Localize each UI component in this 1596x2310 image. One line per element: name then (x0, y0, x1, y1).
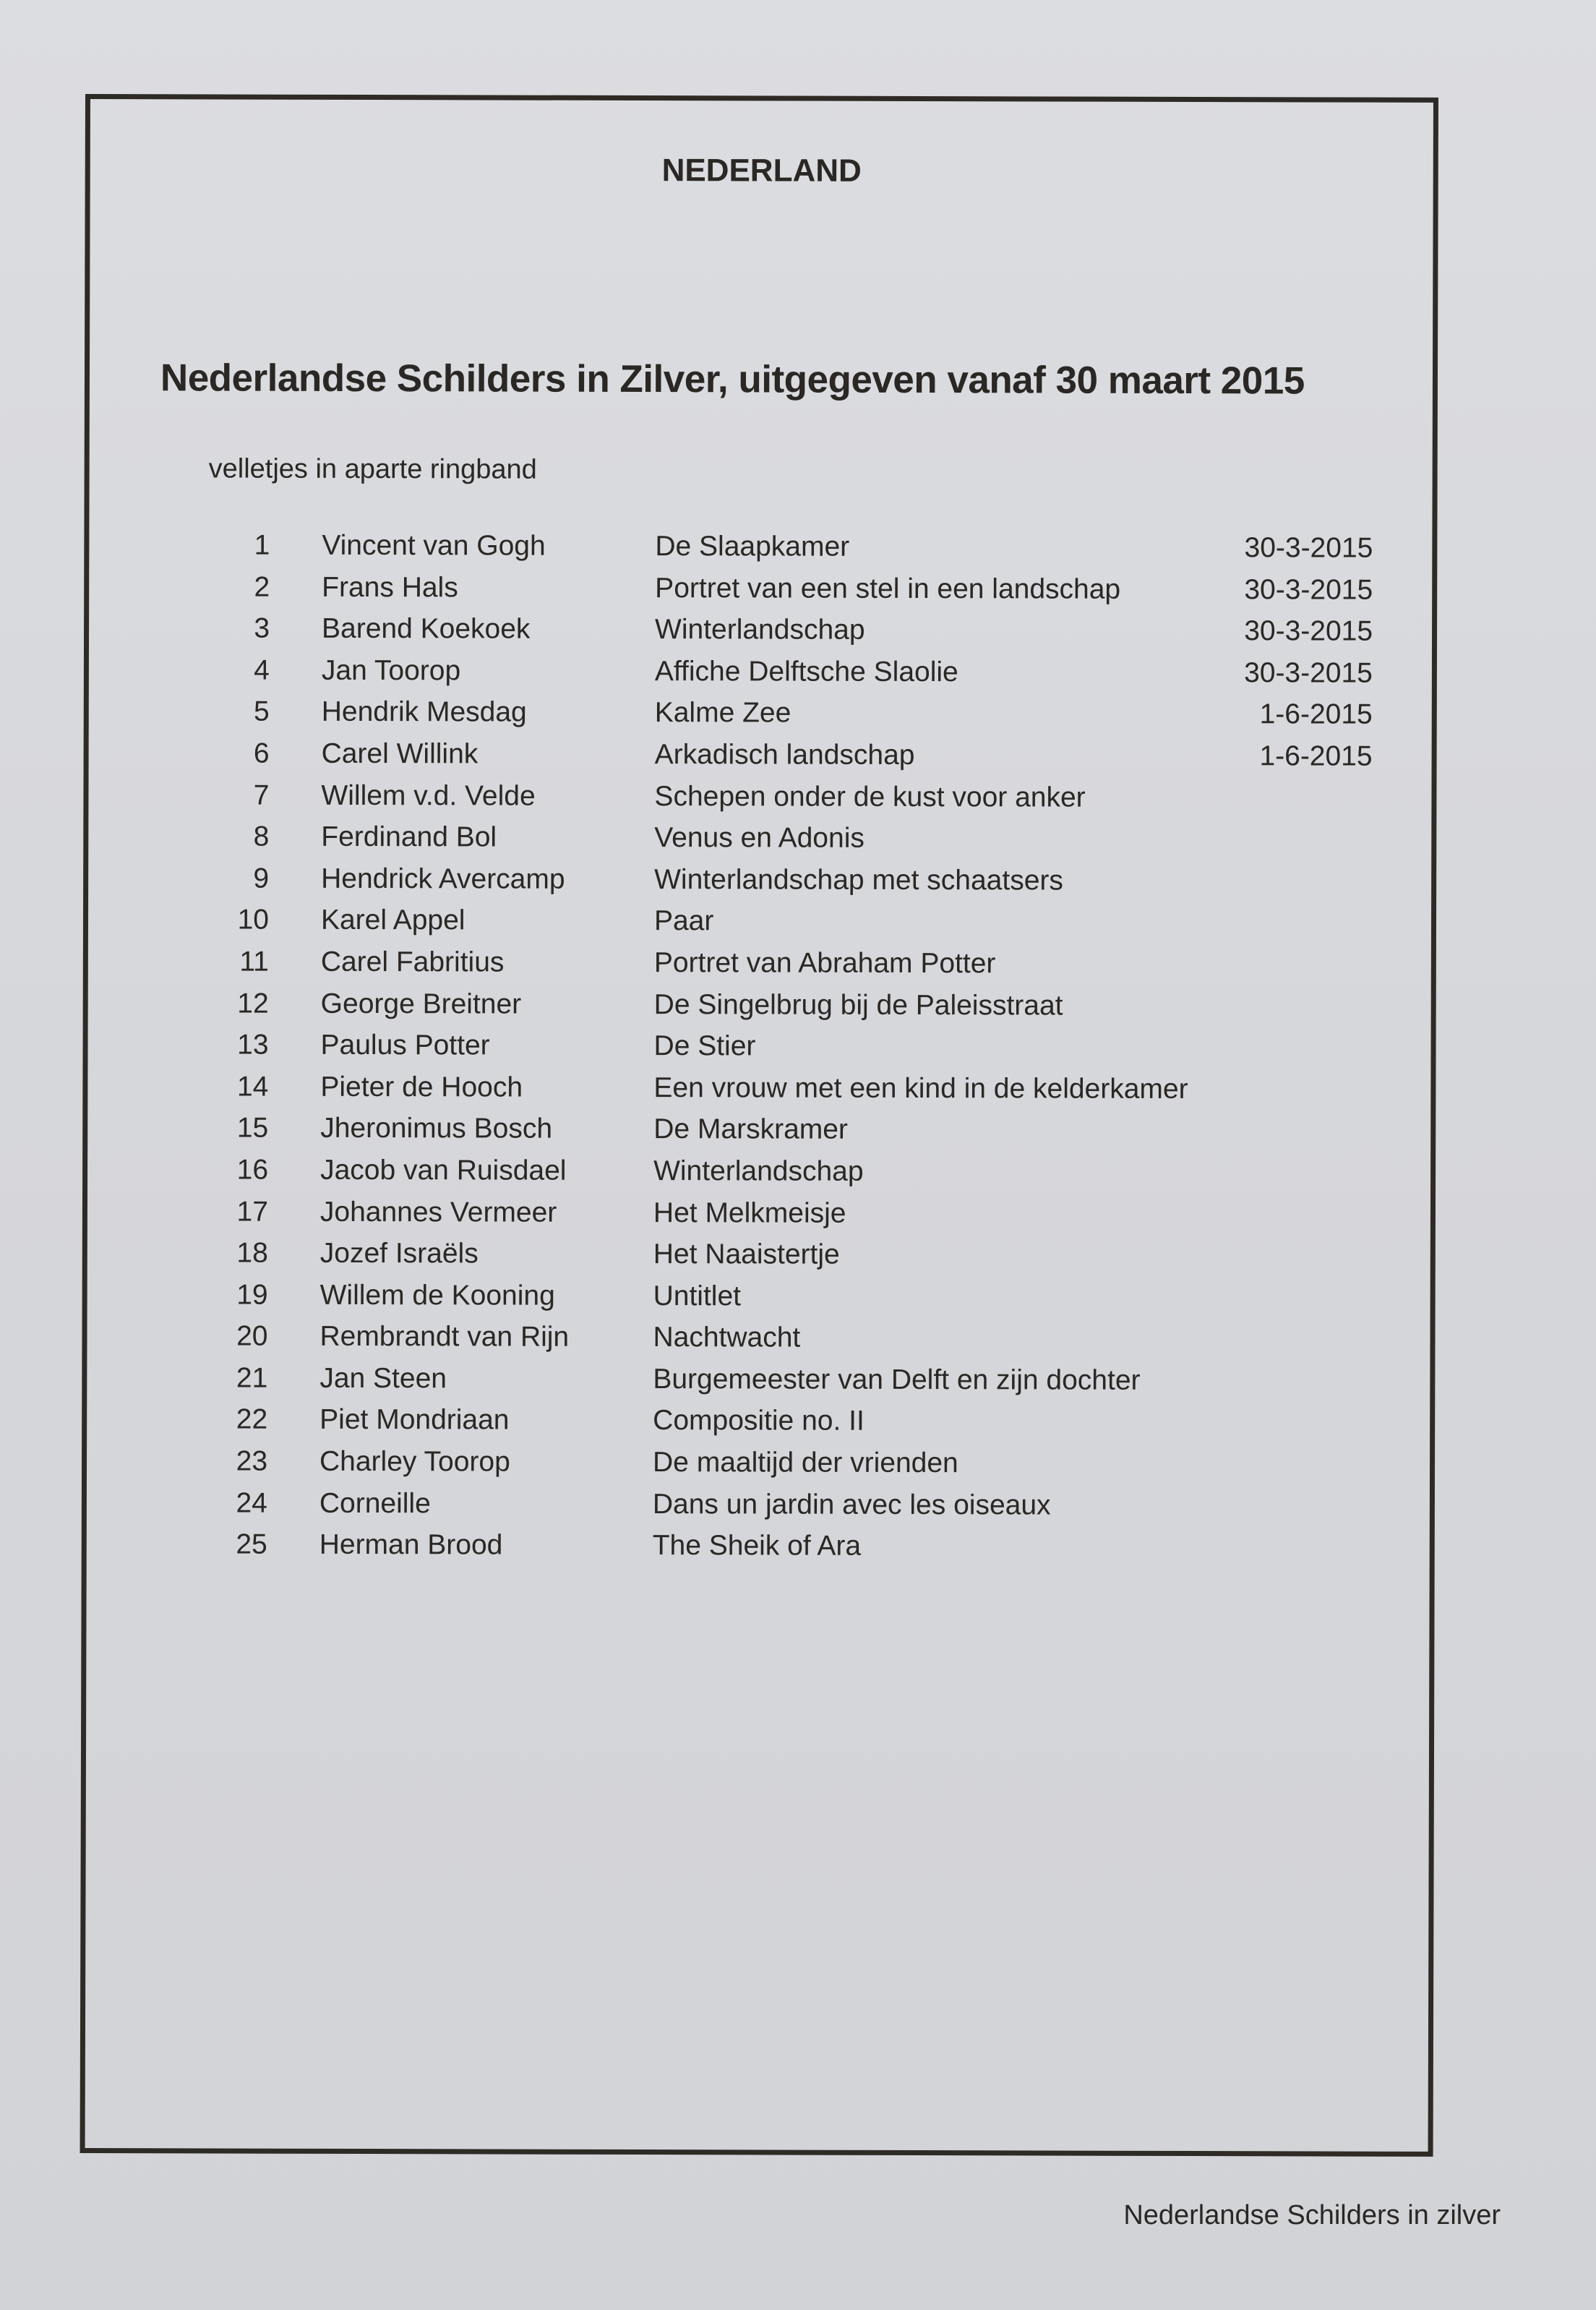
item-number: 15 (236, 1112, 269, 1144)
item-number: 16 (236, 1154, 269, 1186)
artist-name: George Breitner (320, 988, 522, 1020)
painting-title: Portret van een stel in een landschap (655, 572, 1121, 605)
item-number: 8 (253, 821, 270, 852)
item-number: 10 (237, 904, 270, 936)
artist-name: Carel Willink (321, 737, 479, 770)
issue-date: 30-3-2015 (1244, 573, 1373, 606)
issue-date: 1-6-2015 (1259, 698, 1373, 731)
painting-title: The Sheik of Ara (652, 1530, 862, 1562)
painting-title: Affiche Delftsche Slaolie (654, 655, 958, 688)
list-item (88, 821, 1431, 865)
list-item (87, 1112, 1430, 1157)
page-title: Nederlandse Schilders in Zilver, uitgegeven vanaf 30 maart 2015 (160, 356, 1305, 403)
painting-title: Kalme Zee (654, 697, 791, 729)
painting-title: Winterlandschap met schaatsers (654, 863, 1063, 897)
page-frame (80, 94, 1438, 2157)
artist-name: Hendrick Avercamp (321, 863, 565, 895)
artist-name: Vincent van Gogh (322, 529, 546, 562)
painting-title: Compositie no. II (653, 1405, 864, 1437)
list-item (87, 1237, 1430, 1282)
painting-title: Schepen onder de kust voor anker (654, 780, 1086, 813)
page-footer: Nederlandse Schilders in zilver (1123, 2200, 1501, 2230)
artist-name: Willem de Kooning (319, 1279, 555, 1312)
item-number: 18 (236, 1237, 268, 1269)
painting-title: Dans un jardin avec les oiseaux (652, 1488, 1051, 1521)
artist-name: Karel Appel (320, 904, 466, 936)
list-item (87, 1403, 1430, 1448)
issue-date: 1-6-2015 (1259, 740, 1373, 772)
painting-title: Winterlandschap (653, 1155, 864, 1187)
painting-title: Untitlet (653, 1280, 742, 1312)
list-item (89, 696, 1432, 740)
painting-title: Portret van Abraham Potter (653, 947, 996, 980)
item-number: 21 (236, 1362, 268, 1394)
list-item (89, 612, 1432, 657)
painting-title: Arkadisch landschap (654, 739, 915, 771)
painting-title: Venus en Adonis (654, 822, 864, 854)
item-number: 14 (236, 1071, 269, 1103)
list-item (87, 1154, 1430, 1199)
artist-name: Carel Fabritius (320, 946, 505, 978)
list-item (87, 1320, 1430, 1365)
list-item (88, 904, 1431, 949)
artist-name: Jan Toorop (321, 654, 461, 687)
artist-name: Paulus Potter (320, 1029, 490, 1061)
artist-name: Willem v.d. Velde (321, 779, 536, 812)
artist-name: Jan Steen (319, 1362, 447, 1395)
item-number: 5 (254, 696, 270, 728)
list-item (87, 1487, 1430, 1532)
artist-name: Charley Toorop (319, 1445, 510, 1478)
artist-name: Jozef Israëls (319, 1237, 479, 1270)
list-item (87, 1362, 1430, 1407)
artist-name: Hendrik Mesdag (321, 696, 527, 728)
item-number: 1 (254, 529, 270, 561)
artist-name: Herman Brood (319, 1529, 503, 1561)
item-number: 11 (239, 946, 269, 978)
item-number: 13 (237, 1029, 269, 1061)
artist-name: Rembrandt van Rijn (319, 1321, 570, 1353)
item-number: 17 (236, 1196, 269, 1228)
painting-title: Paar (653, 905, 714, 937)
artist-name: Frans Hals (322, 571, 458, 603)
painting-title: Burgemeester van Delft en zijn dochter (653, 1363, 1141, 1396)
list-item (87, 1528, 1430, 1573)
item-number: 3 (254, 612, 270, 644)
item-number: 23 (236, 1445, 268, 1477)
painting-list (87, 529, 1433, 1574)
painting-title: De Stier (653, 1030, 756, 1062)
artist-name: Jheronimus Bosch (320, 1113, 553, 1145)
list-item (87, 1445, 1430, 1490)
country-heading: NEDERLAND (661, 153, 862, 189)
issue-date: 30-3-2015 (1244, 656, 1373, 689)
painting-title: Nachtwacht (653, 1322, 801, 1353)
list-item (88, 946, 1431, 991)
list-item (89, 654, 1432, 699)
artist-name: Jacob van Ruisdael (320, 1154, 567, 1186)
list-item (88, 988, 1431, 1032)
item-number: 19 (236, 1279, 268, 1311)
artist-name: Ferdinand Bol (321, 821, 497, 853)
list-item (87, 1196, 1430, 1241)
item-number: 25 (236, 1528, 267, 1560)
list-item (87, 1071, 1430, 1116)
item-number: 24 (236, 1487, 267, 1519)
issue-date: 30-3-2015 (1244, 615, 1373, 647)
painting-title: De Marskramer (653, 1113, 849, 1146)
item-number: 20 (236, 1320, 268, 1352)
item-number: 2 (254, 571, 270, 603)
artist-name: Pieter de Hooch (320, 1071, 523, 1103)
painting-title: De Singelbrug bij de Paleisstraat (653, 988, 1063, 1022)
page-subtitle: velletjes in aparte ringband (208, 453, 537, 485)
item-number: 7 (253, 779, 270, 811)
item-number: 12 (237, 988, 269, 1019)
list-item (89, 571, 1432, 616)
painting-title: Het Naaistertje (653, 1239, 840, 1270)
painting-title: Winterlandschap (655, 614, 865, 646)
list-item (88, 779, 1431, 824)
item-number: 9 (253, 863, 270, 894)
issue-date: 30-3-2015 (1244, 532, 1373, 564)
list-item (89, 737, 1432, 782)
artist-name: Johannes Vermeer (319, 1196, 557, 1228)
artist-name: Piet Mondriaan (319, 1404, 510, 1437)
item-number: 6 (253, 737, 270, 769)
painting-title: Een vrouw met een kind in de kelderkamer (653, 1071, 1188, 1105)
item-number: 4 (254, 654, 270, 686)
artist-name: Corneille (319, 1487, 431, 1519)
artist-name: Barend Koekoek (322, 613, 531, 645)
list-item (87, 1029, 1430, 1074)
painting-title: De Slaapkamer (655, 531, 850, 562)
list-item (88, 863, 1431, 907)
item-number: 22 (236, 1404, 268, 1436)
list-item (89, 529, 1432, 574)
painting-title: Het Melkmeisje (653, 1197, 846, 1229)
painting-title: De maaltijd der vrienden (652, 1447, 958, 1479)
list-item (87, 1279, 1430, 1324)
